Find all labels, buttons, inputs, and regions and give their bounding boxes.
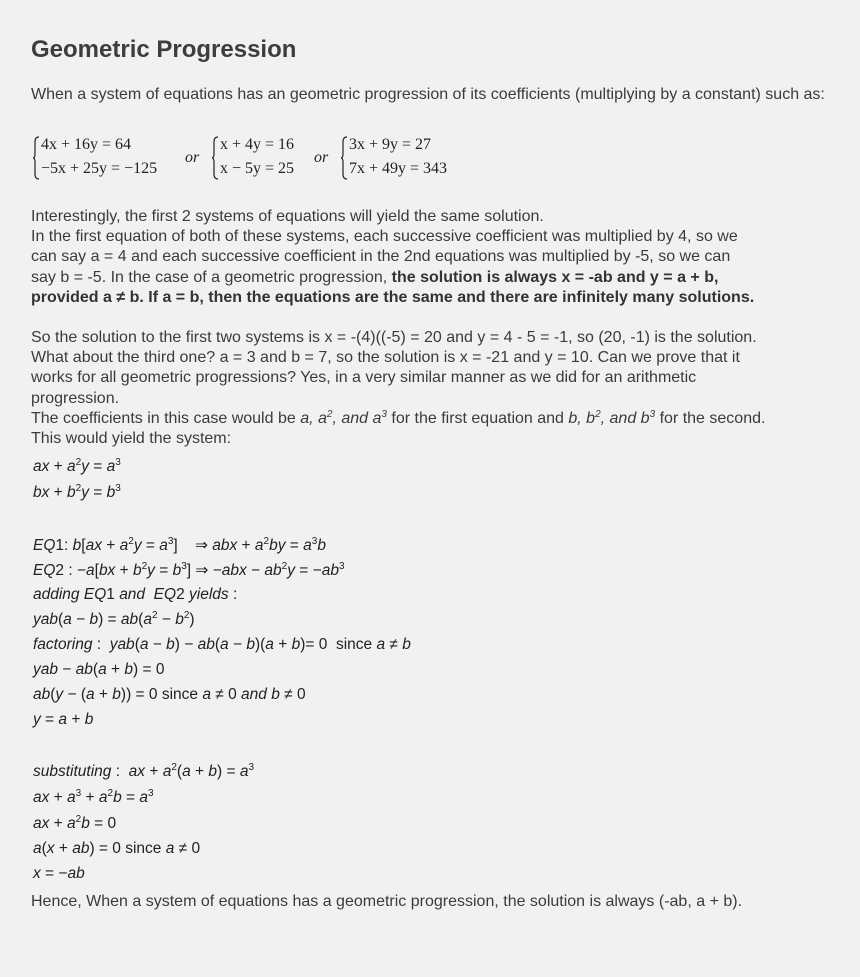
math-line: ax + $a^2b = 0$ (33, 814, 117, 832)
math-line: yab − ab(a + b) = 0 (33, 661, 165, 678)
math-coefficients-a: a, $a^2$, and $a^3$ (300, 408, 387, 427)
paragraph-line: What about the third one? a = 3 and b = 7, so the solution is x = -21 and y = 10. Can we prove that it (31, 349, 740, 367)
paragraph-line: progression. (31, 389, 120, 407)
math-word: and (119, 586, 146, 603)
paragraph-line: can say a = 4 and each successive coefficient in the 2nd equations was multiplied by -5, so we can (31, 248, 731, 266)
solution-paragraph (31, 328, 836, 449)
or-label: or (185, 149, 200, 166)
left-brace-icon (341, 136, 347, 180)
math-word: yields (189, 586, 229, 603)
system-1-equation-1: 4x + 16y = 64 (41, 136, 132, 153)
math-line: EQ1: $b[ax + a^2y = a^3]$ ⇒ abx + $a^2by = a^3b$ (33, 536, 326, 554)
math-coefficients-b: b, $b^2$, and $b^3$ (568, 408, 656, 427)
math-line: substituting : ax + $a^2(a + b) = a^3$ (33, 762, 254, 780)
math-word: adding (33, 586, 80, 603)
math-word: since (335, 636, 373, 653)
math-line: factoring : yab(a − b) − ab(a − b)(a + b)= 0 since a ≠ b (33, 636, 411, 653)
paragraph-text: for the first equation and (386, 409, 569, 427)
math-word: substituting (33, 763, 112, 780)
math-line: adding EQ1 and EQ2 yields : (33, 586, 238, 603)
paragraph-line (31, 409, 836, 429)
bold-statement: provided a ≠ b. If a = b, then the equations are the same and there are infinitely many solutions. (31, 288, 755, 306)
paragraph-text: say b = -5. In the case of a geometric progression, (31, 268, 392, 286)
math-line: ax + $a^2y = a^3$ (33, 457, 121, 475)
system-2-equation-1: x + 4y = 16 (220, 136, 295, 153)
math-word: since (125, 840, 162, 857)
bold-statement: the solution is always x = -ab and y = a + b, (391, 268, 719, 286)
and-word: and (609, 409, 637, 427)
math-line: EQ2 : $-a[bx + b^2y = b^3]$ ⇒ $-abx - ab^2y = -ab^3$ (33, 561, 345, 579)
left-brace-icon (33, 136, 39, 180)
paragraph-line: So the solution to the first two systems is x = -(4)((-5) = 20 and y = 4 - 5 = -1, so (20, -1) is the solution. (31, 329, 757, 346)
or-label: or (314, 149, 329, 166)
system-3-equation-2: 7x + 49y = 343 (349, 160, 448, 177)
page-title: Geometric Progression (31, 36, 297, 63)
explanation-paragraph (31, 207, 836, 308)
paragraph-text: The coefficients in this case would be (31, 409, 301, 427)
math-line: y = a + b (33, 711, 94, 728)
math-line: $yab(a - b) = ab(a^2 - b^2)$ (33, 610, 195, 628)
paragraph-line: Interestingly, the first 2 systems of equations will yield the same solution. (31, 208, 544, 225)
paragraph-line (31, 268, 836, 288)
math-word: and (241, 686, 267, 703)
and-word: and (341, 409, 369, 427)
system-3-equation-1: 3x + 9y = 27 (349, 136, 432, 153)
intro-paragraph: When a system of equations has an geometric progression of its coefficients (multiplying by a constant) such as: (31, 86, 825, 103)
system-2-equation-2: x − 5y = 25 (220, 160, 295, 177)
conclusion-paragraph: Hence, When a system of equations has a geometric progression, the solution is always (-ab, a + b). (31, 893, 743, 910)
math-line: a(x + ab) = 0 since a ≠ 0 (33, 840, 201, 857)
left-brace-icon (212, 136, 218, 180)
math-line: ax + $a^3 + a^2b = a^3$ (33, 788, 154, 806)
math-line: bx + $b^2y = b^3$ (33, 483, 121, 501)
math-word: since (161, 686, 199, 703)
paragraph-line (31, 288, 836, 308)
math-line: x = −ab (33, 865, 85, 882)
paragraph-text: for the second. (655, 409, 766, 427)
paragraph-line: works for all geometric progressions? Yes, in a very similar manner as we did for an arithmetic (31, 369, 697, 387)
system-1-equation-2: −5x + 25y = −125 (41, 160, 158, 177)
math-line: ab(y − (a + b)) = 0 since a ≠ 0 and b ≠ 0 (33, 686, 306, 703)
math-word: factoring (33, 636, 93, 653)
paragraph-line: In the first equation of both of these systems, each successive coefficient was multiplied by 4, so we (31, 228, 738, 246)
paragraph-line: This would yield the system: (31, 430, 232, 448)
